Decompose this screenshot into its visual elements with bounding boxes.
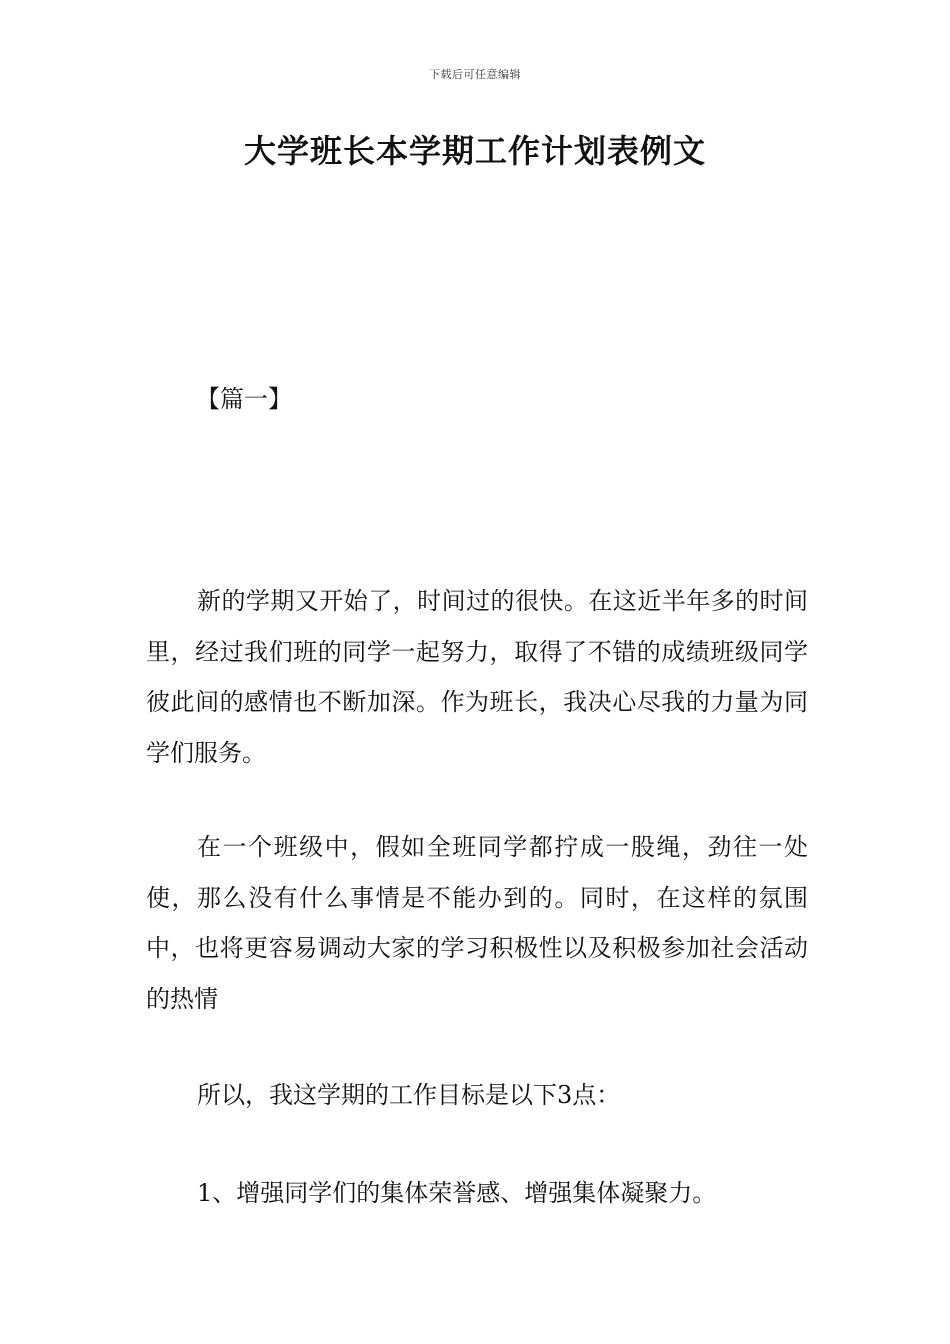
header-note: 下载后可任意编辑 [429, 68, 521, 81]
paragraph-1: 新的学期又开始了，时间过的很快。在这近半年多的时间里，经过我们班的同学一起努力，取得了不错的成绩班级同学彼此间的感情也不断加深。作为班长，我决心尽我的力量为同学们服务。 [146, 587, 808, 768]
section-label: 【篇一】 [196, 385, 292, 413]
paragraph-2: 在一个班级中，假如全班同学都拧成一股绳，劲往一处使，那么没有什么事情是不能办到的。同时，在这样的氛围中，也将更容易调动大家的学习积极性以及积极参加社会活动的热情 [146, 833, 808, 1014]
document-title: 大学班长本学期工作计划表例文 [243, 132, 706, 170]
paragraph-4: 1、增强同学们的集体荣誉感、增强集体凝聚力。 [197, 1179, 717, 1207]
paragraph-3: 所以，我这学期的工作目标是以下3点： [197, 1081, 621, 1109]
